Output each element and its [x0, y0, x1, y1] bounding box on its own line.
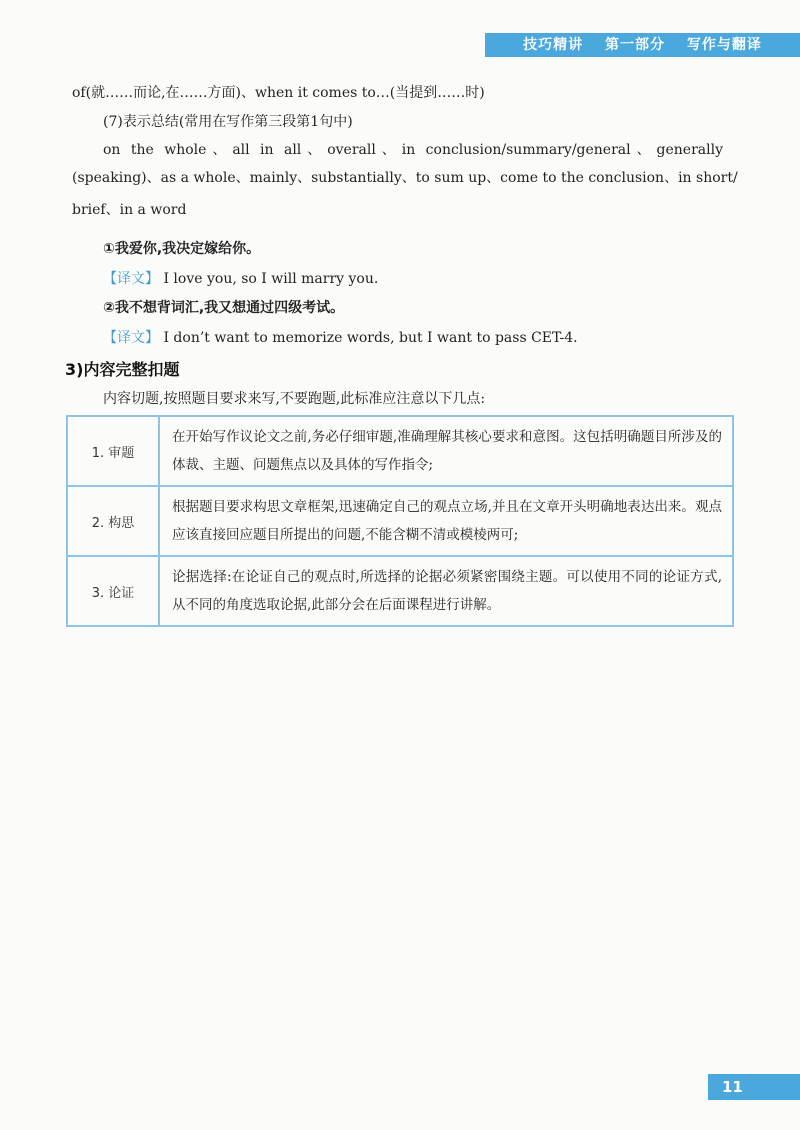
section3-intro: 内容切题,按照题目要求来写,不要跑题,此标准应注意以下几点: — [103, 391, 486, 407]
example2-translation — [103, 327, 578, 347]
item7-heading: (7)表示总结(常用在写作第三段第1句中) — [103, 114, 353, 130]
translation-tag: 【译文】 — [103, 271, 159, 287]
row-text: 在开始写作议论文之前,务必仔细审题,准确理解其核心要求和意图。这包括明确题目所涉及的体裁、主题、问题焦点以及具体的写作指令; — [159, 416, 733, 486]
example1-translation — [103, 268, 378, 288]
item7-line3: brief、in a word — [72, 202, 187, 218]
item7-line1: on the whole、all in all、overall、in conclusion/summary/general、generally — [103, 142, 723, 158]
example2-cn: ②我不想背词汇,我又想通过四级考试。 — [103, 300, 345, 316]
intro-line: of(就……而论,在……方面)、when it comes to…(当提到……时) — [72, 85, 485, 101]
example1-cn: ①我爱你,我决定嫁给你。 — [103, 241, 261, 257]
table-row — [67, 416, 733, 486]
section3-title: 3)内容完整扣题 — [65, 360, 180, 379]
table-row — [67, 556, 733, 626]
page-number: 11 — [722, 1078, 743, 1096]
translation-tag: 【译文】 — [103, 330, 159, 346]
header-bar — [485, 33, 800, 57]
page-number-bar — [708, 1074, 800, 1100]
row-label: 1. 审题 — [67, 416, 159, 486]
example2-en: I don’t want to memorize words, but I want to pass CET-4. — [163, 330, 578, 346]
header-topic: 写作与翻译 — [686, 37, 762, 53]
item7-line2: (speaking)、as a whole、mainly、substantially、to sum up、come to the conclusion、in short/ — [72, 170, 738, 186]
header-title: 技巧精讲 — [523, 37, 584, 53]
row-text: 论据选择:在论证自己的观点时,所选择的论据必须紧密围绕主题。可以使用不同的论证方式,从不同的角度选取论据,此部分会在后面课程进行讲解。 — [159, 556, 733, 626]
header-part: 第一部分 — [605, 37, 665, 53]
header-text — [485, 33, 800, 57]
requirements-table — [66, 415, 734, 627]
table-row — [67, 486, 733, 556]
row-label: 3. 论证 — [67, 556, 159, 626]
example1-en: I love you, so I will marry you. — [163, 271, 379, 287]
row-text: 根据题目要求构思文章框架,迅速确定自己的观点立场,并且在文章开头明确地表达出来。观点应该直接回应题目所提出的问题,不能含糊不清或模棱两可; — [159, 486, 733, 556]
row-label: 2. 构思 — [67, 486, 159, 556]
